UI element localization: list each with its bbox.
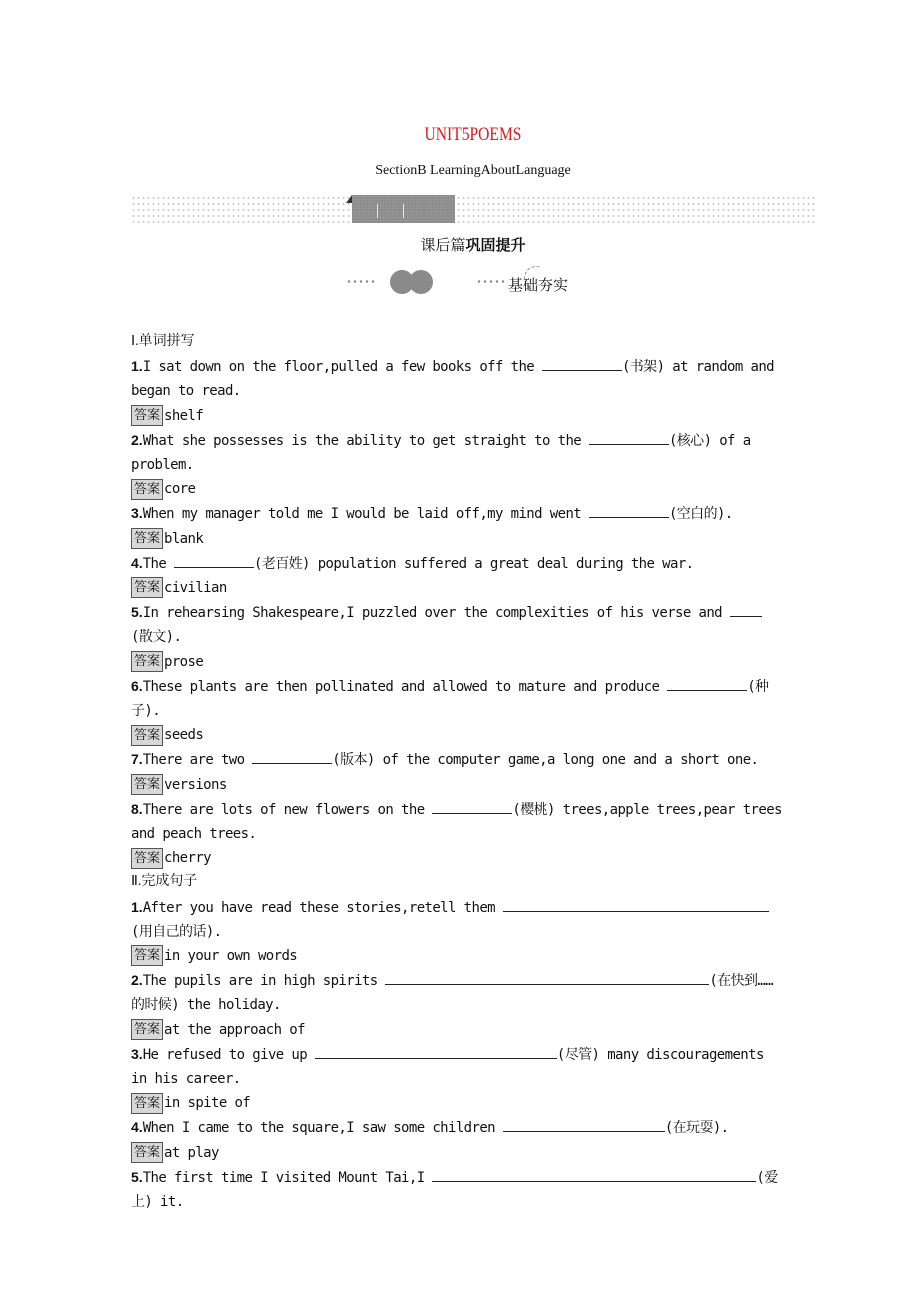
basics-header xyxy=(131,266,815,296)
answer-row xyxy=(131,1091,815,1115)
answer-blank xyxy=(667,677,747,691)
banner-block-icon xyxy=(352,195,455,223)
answer-row xyxy=(131,650,815,674)
question-line: and peach trees. xyxy=(131,825,257,842)
basics-label: 基础夯实 xyxy=(508,276,569,294)
answer-tag[interactable]: 答案 xyxy=(131,405,163,426)
question-line: 6.These plants are then pollinated and allowed to mature and produce (种 xyxy=(131,677,769,695)
question-line: 3.When my manager told me I would be laid off,my mind went (空白的). xyxy=(131,505,733,523)
answer-blank xyxy=(589,431,669,445)
question-line: 3.He refused to give up (尽管) many discouragements xyxy=(131,1045,764,1063)
answer-blank xyxy=(432,800,512,814)
answer-text: prose xyxy=(164,653,204,670)
answer-row xyxy=(131,1018,815,1042)
sub-heading-bold: 巩固提升 xyxy=(465,236,526,254)
answer-tag[interactable]: 答案 xyxy=(131,528,163,549)
answer-blank xyxy=(503,898,769,912)
answer-row xyxy=(131,576,815,600)
answer-tag[interactable]: 答案 xyxy=(131,945,163,966)
question-line: 2.The pupils are in high spirits (在快到…… xyxy=(131,972,774,990)
dots-right-icon xyxy=(476,280,508,283)
answer-tag[interactable]: 答案 xyxy=(131,774,163,795)
section-2-title: Ⅱ.完成句子 xyxy=(131,874,198,890)
answer-tag[interactable]: 答案 xyxy=(131,1142,163,1163)
answer-blank xyxy=(730,603,762,617)
answer-row xyxy=(131,723,815,747)
question-line: 4.The (老百姓) population suffered a great deal during the war. xyxy=(131,554,694,572)
question-line: in his career. xyxy=(131,1070,241,1087)
question-line: 4.When I came to the square,I saw some children (在玩耍). xyxy=(131,1119,729,1137)
answer-tag[interactable]: 答案 xyxy=(131,848,163,869)
exercise-content xyxy=(131,330,815,1214)
section-1-title: Ⅰ.单词拼写 xyxy=(131,334,195,349)
answer-blank xyxy=(589,504,669,518)
answer-text: at play xyxy=(164,1144,219,1161)
answer-tag[interactable]: 答案 xyxy=(131,577,163,598)
answer-text: blank xyxy=(164,530,204,547)
answer-text: core xyxy=(164,481,196,498)
question-line: 7.There are two (版本) of the computer game,a long one and a short one. xyxy=(131,751,759,769)
answer-tag[interactable]: 答案 xyxy=(131,1093,163,1114)
section-subtitle: SectionB LearningAboutLanguage xyxy=(375,163,571,178)
question-line: 1.After you have read these stories,retell them xyxy=(131,895,815,920)
unit-title: UNIT5POEMS xyxy=(424,124,522,145)
answer-text: shelf xyxy=(164,407,204,424)
question-line: (散文). xyxy=(131,629,182,646)
question-line: 1.I sat down on the floor,pulled a few books off the (书架) at random and xyxy=(131,358,775,376)
sub-heading xyxy=(131,234,815,255)
question-line: 8.There are lots of new flowers on the (樱桃) trees,apple trees,pear trees xyxy=(131,800,782,818)
answer-row xyxy=(131,477,815,501)
answer-text: civilian xyxy=(164,579,227,596)
answer-text: seeds xyxy=(164,727,204,744)
answer-tag[interactable]: 答案 xyxy=(131,479,163,500)
question-line: problem. xyxy=(131,457,194,473)
question-line: 2.What she possesses is the ability to get straight to the (核心) of a xyxy=(131,431,751,449)
question-line: 5.In rehearsing Shakespeare,I puzzled over the complexities of his verse and xyxy=(131,600,815,625)
answer-blank xyxy=(503,1118,665,1132)
answer-row xyxy=(131,1141,815,1165)
answer-text: in spite of xyxy=(164,1095,251,1112)
dots-left-icon xyxy=(346,280,378,283)
answer-row xyxy=(131,846,815,870)
question-line: (用自己的话). xyxy=(131,923,222,940)
answer-blank xyxy=(174,554,254,568)
question-line: 子). xyxy=(131,702,161,719)
decorative-banner xyxy=(131,195,815,223)
answer-row xyxy=(131,944,815,968)
answer-tag[interactable]: 答案 xyxy=(131,725,163,746)
question-line: 的时候) the holiday. xyxy=(131,997,281,1014)
answer-blank xyxy=(542,357,622,371)
question-line: began to read. xyxy=(131,383,241,400)
answer-row xyxy=(131,773,815,797)
answer-text: cherry xyxy=(164,850,211,867)
answer-tag[interactable]: 答案 xyxy=(131,651,163,672)
answer-text: in your own words xyxy=(164,947,298,964)
answer-blank xyxy=(315,1045,557,1059)
answer-tag[interactable]: 答案 xyxy=(131,1019,163,1040)
question-line: 5.The first time I visited Mount Tai,I (爱 xyxy=(131,1168,778,1186)
answer-blank xyxy=(432,1168,756,1182)
question-line: 上) it. xyxy=(131,1193,184,1210)
answer-text: versions xyxy=(164,776,227,793)
answer-text: at the approach of xyxy=(164,1021,305,1038)
circle-right-icon xyxy=(409,270,433,294)
answer-row xyxy=(131,404,815,428)
answer-row xyxy=(131,527,815,551)
sub-heading-light: 课后篇 xyxy=(420,236,466,254)
answer-blank xyxy=(252,750,332,764)
answer-blank xyxy=(385,971,709,985)
